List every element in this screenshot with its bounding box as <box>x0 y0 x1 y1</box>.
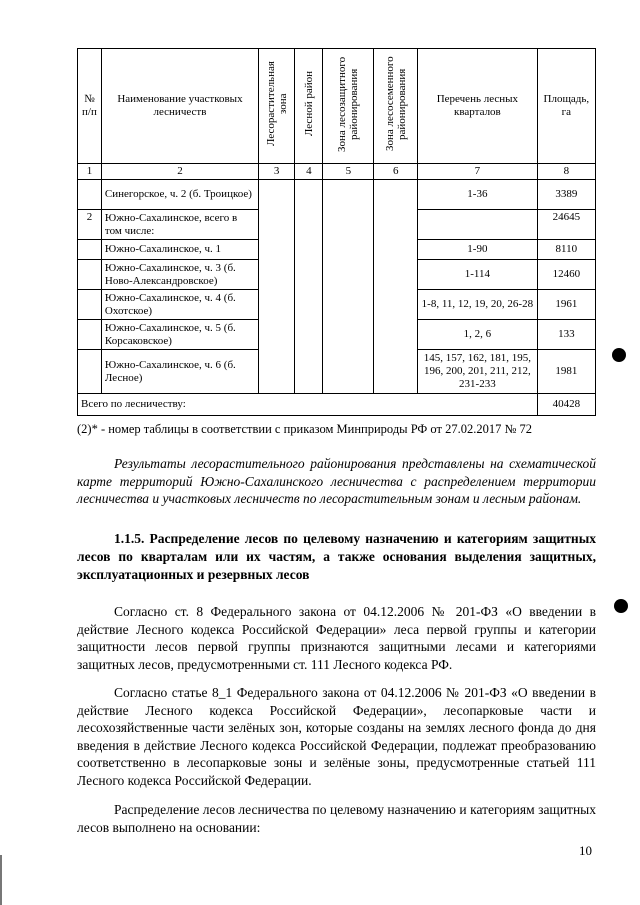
row-area: 24645 <box>537 210 595 240</box>
header-quarters: Перечень лесных кварталов <box>418 49 538 164</box>
results-paragraph: Результаты лесорастительного районирования представлены на схематической карте территорий Южно-Сахалинского лесничества с распределением территории лесничества и участковых лесничеств по лесорастительным зонам и лесным районам. <box>77 456 596 506</box>
binder-hole-icon <box>614 599 628 613</box>
row-area: 8110 <box>537 240 595 260</box>
row-area: 133 <box>537 320 595 350</box>
total-row <box>78 394 596 416</box>
row-quarters: 1, 2, 6 <box>418 320 538 350</box>
row-quarters: 1-114 <box>418 260 538 290</box>
col-number: 1 <box>78 164 102 180</box>
col-number: 4 <box>295 164 323 180</box>
row-name: Южно-Сахалинское, всего в том числе: <box>101 210 258 240</box>
row-quarters: 1-90 <box>418 240 538 260</box>
row-name: Южно-Сахалинское, ч. 4 (б. Охотское) <box>101 290 258 320</box>
col-number: 8 <box>537 164 595 180</box>
paragraph-1: Согласно ст. 8 Федерального закона от 04.12.2006 № 201-ФЗ «О введении в действие Лесного кодекса Российской Федерации» леса первой группы и категории защитности лесов первой группы признаются защитными лесами и категориями защитных лесов, предусмотренными ст. 111 Лесного кодекса РФ. <box>77 604 596 672</box>
table-header-row <box>78 49 596 164</box>
paragraph-3: Распределение лесов лесничества по целевому назначению и категориям защитных лесов выполнено на основании: <box>77 802 596 835</box>
col-number: 2 <box>101 164 258 180</box>
page-number: 10 <box>579 843 592 858</box>
row-num: 2 <box>78 210 102 240</box>
row-name: Южно-Сахалинское, ч. 6 (б. Лесное) <box>101 350 258 394</box>
row-quarters: 145, 157, 162, 181, 195, 196, 200, 201, 211, 212, 231-233 <box>418 350 538 394</box>
table-row <box>78 180 596 210</box>
header-protect-zone: Зона лесозащитного районирования <box>336 56 361 152</box>
row-area: 1961 <box>537 290 595 320</box>
row-name: Южно-Сахалинское, ч. 5 (б. Корсаковское) <box>101 320 258 350</box>
col-number: 7 <box>418 164 538 180</box>
forestry-table <box>77 48 596 416</box>
col-number: 5 <box>323 164 374 180</box>
header-zone: Лесорастительная зона <box>264 61 289 147</box>
row-area: 12460 <box>537 260 595 290</box>
row-name: Синегорское, ч. 2 (б. Троицкое) <box>101 180 258 210</box>
header-num: № п/п <box>78 49 102 164</box>
row-quarters: 1-8, 11, 12, 19, 20, 26-28 <box>418 290 538 320</box>
total-label: Всего по лесничеству: <box>78 394 538 416</box>
row-name: Южно-Сахалинское, ч. 3 (б. Ново-Александровское) <box>101 260 258 290</box>
scan-edge-mark <box>0 855 2 905</box>
row-area: 1981 <box>537 350 595 394</box>
row-name: Южно-Сахалинское, ч. 1 <box>101 240 258 260</box>
header-name: Наименование участковых лесничеств <box>101 49 258 164</box>
table-footnote: (2)* - номер таблицы в соответствии с приказом Минприроды РФ от 27.02.2017 № 72 <box>77 422 533 436</box>
header-district: Лесной район <box>302 71 315 137</box>
section-heading: 1.1.5. Распределение лесов по целевому назначению и категориям защитных лесов по кварталам или их частям, а также основания выделения защитных, эксплуатационных и резервных лесов <box>77 531 596 582</box>
row-area: 3389 <box>537 180 595 210</box>
total-area: 40428 <box>537 394 595 416</box>
header-seed-zone: Зона лесосеменного районирования <box>383 56 408 152</box>
binder-hole-icon <box>612 348 626 362</box>
header-area: Площадь, га <box>537 49 595 164</box>
col-number: 6 <box>374 164 418 180</box>
column-number-row <box>78 164 596 180</box>
row-quarters: 1-36 <box>418 180 538 210</box>
paragraph-2: Согласно статье 8_1 Федерального закона от 04.12.2006 № 201-ФЗ «О введении в действие Лесного кодекса Российской Федерации», лесопарковые части и лесохозяйственные части зелёных зон, которые созданы на землях лесного фонда до дня введения в действие Лесного кодекса Российской Федерации, подлежат преобразованию соответственно в лесопарковые зоны и зелёные зоны, предусмотренные статьей 111 Лесного кодекса Российской Федерации. <box>77 685 596 788</box>
col-number: 3 <box>258 164 294 180</box>
